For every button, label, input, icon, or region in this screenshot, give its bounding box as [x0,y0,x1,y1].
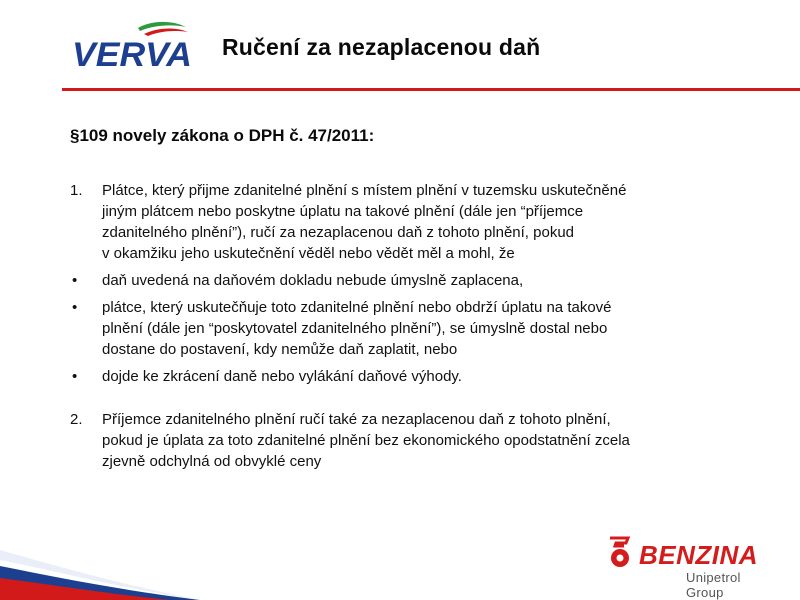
item-line: Příjemce zdanitelného plnění ručí také za nezaplacenou daň z tohoto plnění, [102,411,611,428]
item-line: plátce, který uskutečňuje toto zdanitelné plnění nebo obdrží úplatu na takové [102,299,612,316]
item-line: daň uvedená na daňovém dokladu nebude úmyslně zaplacena, [102,272,524,289]
list-item-2 [70,409,750,472]
bullet-item-2 [70,297,750,360]
verva-logo-text: VERVA [72,36,192,72]
bullet-item-1 [70,270,750,291]
list-item-1 [70,180,750,264]
benzina-mark-icon [606,536,636,570]
item-line: plnění (dále jen “poskytovatel zdanitelného plnění”), se úmyslně dostal nebo [102,320,608,337]
list-marker: 2. [70,411,83,428]
item-line: pokud je úplata za toto zdanitelné plnění bez ekonomického opodstatnění zcela [102,432,630,449]
verva-logo-graphic [68,18,196,72]
header-divider [62,88,800,91]
bullet-marker: • [72,299,78,316]
item-line: v okamžiku jeho uskutečnění věděl nebo vědět měl a mohl, že [102,245,515,262]
benzina-logo [606,534,778,600]
item-line: zjevně odchylná od obvyklé ceny [102,453,322,470]
item-line: dostane do postavení, kdy nemůže daň zaplatit, nebo [102,341,458,358]
item-line: dojde ke zkrácení daně nebo vylákání daňové výhody. [102,368,462,385]
bullet-marker: • [72,272,78,289]
item-line: zdanitelného plnění”), ručí za nezaplacenou daň z tohoto plnění, pokud [102,224,575,241]
content-list [70,180,750,472]
footer-swoosh-graphic [0,538,200,600]
bullet-marker: • [72,368,78,385]
bullet-item-3 [70,366,750,387]
slide-title: Ručení za nezaplacenou daň [222,34,541,60]
verva-logo [68,18,196,72]
benzina-brand-sub: Unipetrol Group [686,570,741,600]
item-line: Plátce, který přijme zdanitelné plnění s místem plnění v tuzemsku uskutečněné [102,182,627,199]
section-subtitle: §109 novely zákona o DPH č. 47/2011: [70,126,375,145]
item-line: jiným plátcem nebo poskytne úplatu na takové plnění (dále jen “příjemce [102,203,584,220]
list-marker: 1. [70,182,83,199]
benzina-brand-name: BENZINA [639,540,759,570]
